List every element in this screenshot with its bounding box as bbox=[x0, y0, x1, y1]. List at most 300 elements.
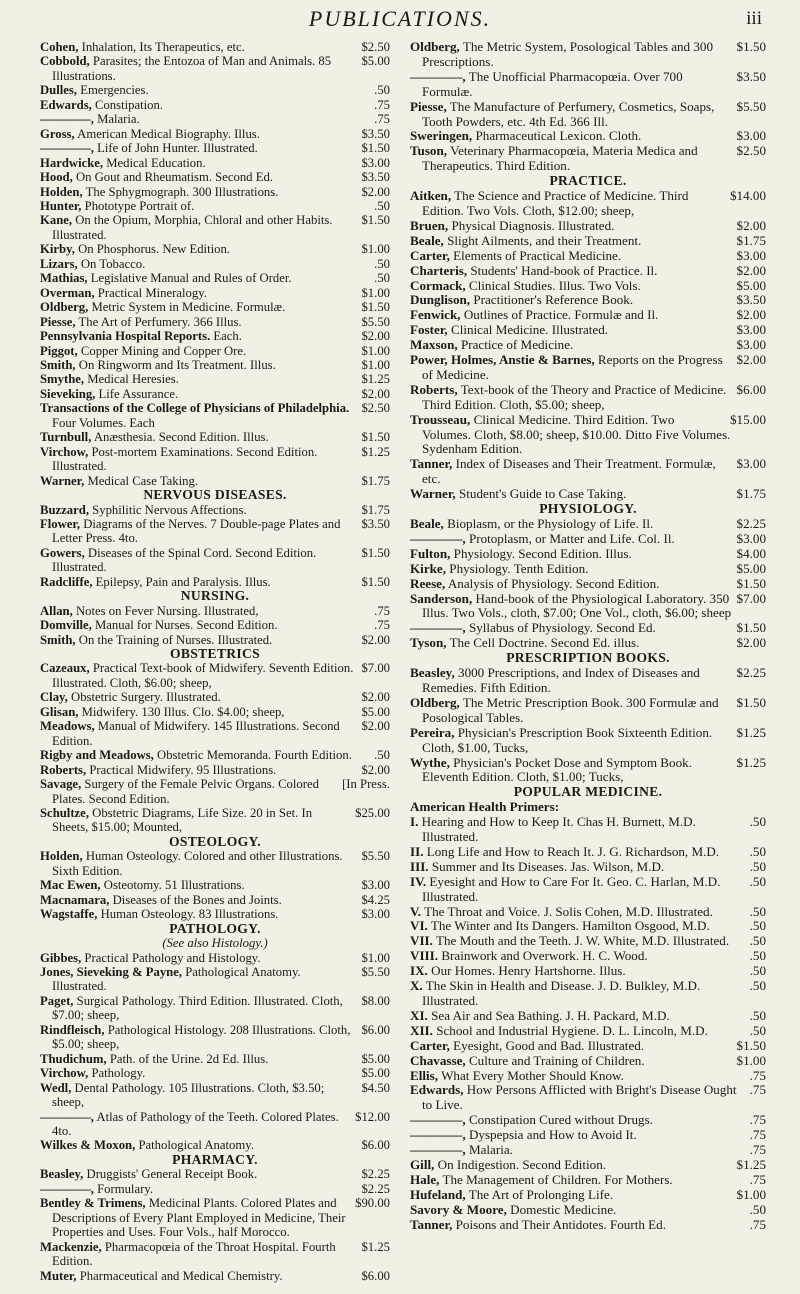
catalog-entry bbox=[40, 546, 390, 575]
entry-title: Malaria. bbox=[97, 112, 140, 127]
catalog-entry bbox=[40, 156, 390, 170]
catalog-entry bbox=[410, 577, 766, 592]
entry-author: Piesse, bbox=[40, 314, 76, 329]
catalog-entry bbox=[410, 40, 766, 70]
entry-author: Flower, bbox=[40, 516, 81, 531]
entry-title: Post-mortem Examinations. Second Edition. Illustrated. bbox=[52, 444, 318, 474]
page-number: iii bbox=[746, 8, 762, 29]
entry-author: ————, bbox=[40, 141, 94, 156]
entry-price: $5.00 bbox=[736, 277, 766, 293]
entry-price: .75 bbox=[374, 618, 390, 633]
catalog-entry bbox=[410, 219, 766, 234]
catalog-entry bbox=[410, 413, 766, 458]
entry-price: $14.00 bbox=[729, 188, 766, 204]
entry-author: Hunter, bbox=[40, 198, 82, 213]
catalog-entry bbox=[410, 934, 766, 949]
entry-author: ————, bbox=[410, 1112, 466, 1128]
entry-author: Radcliffe, bbox=[40, 574, 93, 589]
entry-title: Syphilitic Nervous Affections. bbox=[92, 502, 247, 517]
entry-title: Pathological Histology. 208 Illustrations. Cloth, $5.00; sheep, bbox=[52, 1022, 351, 1052]
entry-price: $2.00 bbox=[361, 329, 390, 344]
entry-author: Sieveking, bbox=[40, 386, 96, 401]
entry-author: IX. bbox=[410, 963, 428, 979]
left-column bbox=[40, 40, 390, 1283]
entry-title: Surgical Pathology. Third Edition. Illustrated. Cloth, $7.00; sheep, bbox=[52, 993, 343, 1023]
catalog-entry bbox=[40, 474, 390, 488]
entry-price: $6.00 bbox=[361, 1022, 390, 1037]
catalog-entry bbox=[40, 1269, 390, 1283]
entry-title: Eyesight, Good and Bad. Illustrated. bbox=[453, 1037, 645, 1053]
entry-price: .50 bbox=[749, 858, 766, 874]
catalog-entry bbox=[410, 234, 766, 249]
entry-title: Life of John Hunter. Illustrated. bbox=[97, 141, 258, 156]
entry-author: Dunglison, bbox=[410, 292, 471, 308]
entry-price: $7.00 bbox=[361, 661, 390, 676]
entry-author: Rigby and Meadows, bbox=[40, 748, 154, 763]
entry-author: Gill, bbox=[410, 1156, 435, 1172]
entry-title: On Ringworm and Its Treatment. Illus. bbox=[78, 357, 276, 372]
entry-author: Fenwick, bbox=[410, 307, 461, 323]
entry-author: X. bbox=[410, 978, 423, 994]
catalog-entry bbox=[410, 517, 766, 532]
entry-title: Hearing and How to Keep It. Chas H. Burnett, M.D. Illustrated. bbox=[421, 814, 696, 845]
entry-price: $6.00 bbox=[736, 381, 766, 397]
entry-author: ————, bbox=[410, 1127, 466, 1143]
entry-author: Tanner, bbox=[410, 1216, 453, 1232]
entry-title: The Throat and Voice. J. Solis Cohen, M.D. Illustrated. bbox=[424, 903, 713, 919]
entry-author: VII. bbox=[410, 933, 433, 949]
catalog-entry bbox=[410, 323, 766, 338]
entry-price: $1.50 bbox=[736, 1037, 766, 1053]
entry-title: Medical Heresies. bbox=[87, 372, 179, 387]
catalog-entry bbox=[410, 1143, 766, 1158]
entry-author: Roberts, bbox=[410, 381, 458, 397]
entry-author: I. bbox=[410, 814, 419, 830]
entry-price: .75 bbox=[374, 97, 390, 112]
entry-author: Turnbull, bbox=[40, 430, 92, 445]
catalog-entry bbox=[40, 907, 390, 921]
entry-author: Kirby, bbox=[40, 242, 75, 257]
catalog-entry bbox=[40, 849, 390, 878]
entry-author: Buzzard, bbox=[40, 502, 89, 517]
entry-author: Schultze, bbox=[40, 806, 89, 821]
entry-author: VI. bbox=[410, 918, 428, 934]
entry-price: .50 bbox=[749, 948, 766, 964]
catalog-entry bbox=[40, 1240, 390, 1269]
catalog-entry bbox=[410, 279, 766, 294]
entry-title: The Management of Children. For Mothers. bbox=[442, 1171, 673, 1187]
section-heading: PRESCRIPTION BOOKS. bbox=[506, 650, 670, 666]
entry-author: Mathias, bbox=[40, 271, 88, 286]
entry-author: Pennsylvania Hospital Reports. bbox=[40, 329, 211, 344]
entry-author: Trousseau, bbox=[410, 411, 471, 427]
catalog-entry bbox=[40, 777, 390, 806]
catalog-entry bbox=[410, 1024, 766, 1039]
entry-price: .50 bbox=[749, 843, 766, 859]
entry-price: $2.00 bbox=[361, 762, 390, 777]
entry-title: Practical Text-book of Midwifery. Seventh Edition. Illustrated. Cloth, $6.00; sheep, bbox=[52, 661, 354, 690]
entry-price: .50 bbox=[749, 873, 766, 889]
entry-author: ————, bbox=[40, 1109, 94, 1124]
entry-title: Reports on the Progress of Medicine. bbox=[422, 352, 723, 382]
entry-price: $5.50 bbox=[361, 849, 390, 864]
entry-price: $4.25 bbox=[361, 892, 390, 907]
entry-price: $1.75 bbox=[361, 502, 390, 517]
entry-price: $1.75 bbox=[736, 486, 766, 502]
entry-title: On Gout and Rheumatism. Second Ed. bbox=[75, 170, 273, 185]
entry-author: Ellis, bbox=[410, 1067, 439, 1083]
entry-author: Wilkes & Moxon, bbox=[40, 1138, 136, 1153]
catalog-entry bbox=[40, 170, 390, 184]
entry-price: $2.50 bbox=[736, 143, 766, 159]
entry-price: .50 bbox=[749, 918, 766, 934]
entry-price: $2.00 bbox=[736, 262, 766, 278]
entry-title: Pharmacopœia of the Throat Hospital. Fourth Edition. bbox=[52, 1239, 336, 1269]
entry-title: Each. bbox=[213, 329, 242, 344]
entry-price: $3.50 bbox=[361, 126, 390, 141]
entry-title: Medicinal Plants. Colored Plates and Descriptions of Every Plant Employed in Medicine, Their Properties and Uses. Four Vols., half Morocco. bbox=[52, 1196, 346, 1240]
entry-author: Clay, bbox=[40, 690, 68, 705]
entry-title: The Art of Perfumery. 366 Illus. bbox=[78, 314, 242, 329]
entry-title: Clinical Medicine. Third Edition. Two Volumes. Cloth, $8.00; sheep, $10.00. Ditto Five Volumes. Sydenham Edition. bbox=[422, 411, 731, 457]
catalog-entry bbox=[410, 532, 766, 547]
section-heading: PATHOLOGY. bbox=[169, 920, 261, 936]
catalog-entry bbox=[40, 315, 390, 329]
entry-title: Atlas of Pathology of the Teeth. Colored Plates. 4to. bbox=[52, 1109, 339, 1138]
catalog-entry bbox=[410, 338, 766, 353]
entry-author: Carter, bbox=[410, 247, 450, 263]
entry-title: Sea Air and Sea Bathing. J. H. Packard, M.D. bbox=[431, 1007, 670, 1023]
entry-author: Reese, bbox=[410, 575, 446, 591]
entry-title: Physiology. Second Edition. Illus. bbox=[453, 545, 632, 561]
catalog-entry bbox=[40, 806, 390, 835]
entry-author: Tuson, bbox=[410, 143, 448, 159]
section-heading: POPULAR MEDICINE. bbox=[513, 784, 663, 800]
section-heading: PRACTICE. bbox=[549, 173, 627, 189]
entry-price: $2.25 bbox=[736, 665, 766, 681]
catalog-entry bbox=[40, 719, 390, 748]
entry-price: $1.50 bbox=[736, 39, 766, 54]
entry-author: Gowers, bbox=[40, 545, 85, 560]
catalog-entry bbox=[410, 756, 766, 786]
entry-price: $1.00 bbox=[736, 1186, 766, 1202]
entry-price: $1.25 bbox=[361, 1239, 390, 1254]
entry-price: $12.00 bbox=[355, 1109, 390, 1124]
entry-author: Holden, bbox=[40, 184, 83, 199]
entry-title: Human Osteology. Colored and other Illustrations. Sixth Edition. bbox=[52, 849, 343, 878]
entry-price: $4.00 bbox=[736, 545, 766, 561]
entry-title: Dental Pathology. 105 Illustrations. Cloth, $3.50; sheep, bbox=[52, 1080, 325, 1110]
entry-price: $2.00 bbox=[361, 719, 390, 734]
catalog-entry bbox=[410, 696, 766, 726]
entry-title: Practical Pathology and Histology. bbox=[84, 950, 261, 965]
catalog-entry bbox=[410, 487, 766, 502]
entry-author: ————, bbox=[40, 1181, 94, 1196]
catalog-entry bbox=[410, 1069, 766, 1084]
catalog-entry bbox=[40, 127, 390, 141]
entry-price: $1.50 bbox=[361, 141, 390, 156]
entry-title: Bioplasm, or the Physiology of Life. Il. bbox=[447, 516, 654, 531]
entry-author: Beale, bbox=[410, 516, 444, 531]
entry-author: Warner, bbox=[410, 486, 456, 502]
entry-price: $8.00 bbox=[361, 993, 390, 1008]
entry-title: Diagrams of the Nerves. 7 Double-page Plates and Letter Press. 4to. bbox=[52, 516, 341, 546]
entry-author: Kane, bbox=[40, 213, 73, 228]
entry-title: American Medical Biography. Illus. bbox=[77, 126, 260, 141]
entry-price: .50 bbox=[749, 963, 766, 979]
catalog-entry bbox=[40, 575, 390, 589]
catalog-entry bbox=[40, 1138, 390, 1152]
entry-author: Beasley, bbox=[410, 665, 455, 681]
entry-price: .75 bbox=[749, 1082, 766, 1098]
catalog-entry bbox=[40, 618, 390, 632]
entry-price: $1.50 bbox=[736, 620, 766, 636]
catalog-entry bbox=[410, 1083, 766, 1113]
entry-author: Foster, bbox=[410, 322, 448, 338]
catalog-entry bbox=[40, 951, 390, 965]
entry-author: Cazeaux, bbox=[40, 661, 90, 676]
entry-title: Slight Ailments, and their Treatment. bbox=[447, 232, 642, 248]
entry-price: .75 bbox=[749, 1127, 766, 1143]
catalog-entry bbox=[410, 129, 766, 144]
catalog-entry bbox=[410, 264, 766, 279]
section-heading: NERVOUS DISEASES. bbox=[143, 487, 287, 503]
entry-author: XII. bbox=[410, 1022, 433, 1038]
catalog-entry bbox=[410, 1188, 766, 1203]
entry-author: Wedl, bbox=[40, 1080, 72, 1095]
entry-price: $2.50 bbox=[361, 40, 390, 54]
entry-title: Metric System in Medicine. Formulæ. bbox=[91, 300, 286, 315]
entry-author: Mac Ewen, bbox=[40, 878, 101, 893]
entry-title: Osteotomy. 51 Illustrations. bbox=[103, 878, 245, 893]
entry-title: Our Homes. Henry Hartshorne. Illus. bbox=[431, 963, 626, 979]
catalog-entry bbox=[40, 1110, 390, 1139]
entry-price: $6.00 bbox=[361, 1138, 390, 1153]
entry-title: Pharmaceutical Lexicon. Cloth. bbox=[475, 128, 642, 144]
entry-price: $1.00 bbox=[361, 343, 390, 358]
catalog-entry bbox=[40, 83, 390, 97]
entry-title: Practitioner's Reference Book. bbox=[473, 292, 634, 308]
entry-author: Pereira, bbox=[410, 724, 455, 740]
entry-title: Druggists' General Receipt Book. bbox=[86, 1167, 258, 1182]
entry-author: Sanderson, bbox=[410, 590, 473, 606]
entry-author: Cohen, bbox=[40, 40, 79, 54]
catalog-entry bbox=[410, 592, 766, 622]
entry-title: The Science and Practice of Medicine. Third Edition. Two Vols. Cloth, $12.00; sheep, bbox=[422, 188, 689, 218]
entry-price: $2.25 bbox=[361, 1167, 390, 1182]
entry-price: $1.75 bbox=[361, 473, 390, 488]
entry-author: Muter, bbox=[40, 1268, 77, 1283]
entry-price: .50 bbox=[374, 256, 390, 271]
entry-title: On the Training of Nurses. Illustrated. bbox=[78, 632, 273, 647]
entry-price: $5.50 bbox=[361, 965, 390, 979]
catalog-entry bbox=[40, 344, 390, 358]
entry-price: $3.00 bbox=[361, 907, 390, 922]
section-heading: PHYSIOLOGY. bbox=[539, 501, 637, 517]
entry-author: XI. bbox=[410, 1007, 428, 1023]
entry-author: Bentley & Trimens, bbox=[40, 1196, 146, 1211]
entry-title: Elements of Practical Medicine. bbox=[453, 247, 622, 263]
entry-title: Dyspepsia and How to Avoid It. bbox=[468, 1127, 637, 1143]
entry-author: Paget, bbox=[40, 993, 74, 1008]
catalog-entry bbox=[410, 845, 766, 860]
catalog-entry bbox=[410, 1113, 766, 1128]
entry-title: Manual for Nurses. Second Edition. bbox=[94, 618, 278, 633]
entry-title: Human Osteology. 83 Illustrations. bbox=[100, 907, 279, 922]
catalog-entry bbox=[410, 1218, 766, 1233]
entry-price: $15.00 bbox=[729, 411, 766, 427]
entry-price: $5.50 bbox=[361, 314, 390, 329]
entry-title: Constipation. bbox=[95, 97, 164, 112]
entry-price: .75 bbox=[749, 1171, 766, 1187]
entry-title: Brainwork and Overwork. H. C. Wood. bbox=[441, 948, 648, 964]
entry-price: $5.00 bbox=[361, 54, 390, 69]
entry-price: $1.50 bbox=[361, 300, 390, 315]
catalog-entry bbox=[40, 878, 390, 892]
entry-author: Allan, bbox=[40, 603, 73, 618]
catalog-entry bbox=[410, 621, 766, 636]
entry-author: ————, bbox=[40, 112, 94, 127]
catalog-entry bbox=[40, 372, 390, 386]
catalog-entry bbox=[40, 242, 390, 256]
entry-title: Physician's Pocket Dose and Symptom Book. Eleventh Edition. Cloth, $1.00; Tucks, bbox=[422, 754, 692, 785]
entry-price: $3.50 bbox=[361, 516, 390, 531]
catalog-entry bbox=[40, 1081, 390, 1110]
entry-author: Edwards, bbox=[40, 97, 92, 112]
entry-author: IV. bbox=[410, 873, 427, 889]
entry-author: Oldberg, bbox=[40, 300, 89, 315]
entry-price: $1.25 bbox=[736, 754, 766, 770]
entry-author: Cobbold, bbox=[40, 54, 90, 69]
entry-price: .50 bbox=[374, 271, 390, 286]
catalog-entry bbox=[40, 994, 390, 1023]
entry-title: Protoplasm, or Matter and Life. Col. Il. bbox=[468, 530, 675, 546]
entry-title: Diseases of the Spinal Cord. Second Edition. Illustrated. bbox=[52, 545, 317, 575]
entry-author: Hufeland, bbox=[410, 1186, 466, 1202]
entry-author: Glisan, bbox=[40, 704, 79, 719]
entry-author: Smith, bbox=[40, 357, 76, 372]
entry-author: Chavasse, bbox=[410, 1052, 466, 1068]
entry-title: How Persons Afflicted with Bright's Disease Ought to Live. bbox=[422, 1082, 737, 1113]
entry-author: Fulton, bbox=[410, 545, 451, 561]
entry-title: Practical Mineralogy. bbox=[97, 285, 207, 300]
catalog-entry bbox=[410, 800, 766, 815]
catalog-entry bbox=[410, 1158, 766, 1173]
entry-title: Formulary. bbox=[97, 1181, 154, 1196]
entry-price: $1.25 bbox=[361, 444, 390, 459]
entry-title: Parasites; the Entozoa of Man and Animals. 85 Illustrations. bbox=[52, 54, 332, 83]
entry-price: $1.50 bbox=[361, 574, 390, 589]
catalog-entry bbox=[410, 919, 766, 934]
entry-title: Notes on Fever Nursing. Illustrated, bbox=[75, 603, 259, 618]
entry-price: $2.00 bbox=[736, 635, 766, 651]
entry-author: Hale, bbox=[410, 1171, 440, 1187]
entry-price: $1.25 bbox=[361, 372, 390, 387]
entry-price: $3.00 bbox=[736, 337, 766, 353]
entry-author: Piggot, bbox=[40, 343, 78, 358]
catalog-entry bbox=[40, 213, 390, 242]
catalog-entry bbox=[40, 517, 390, 546]
entry-author: Warner, bbox=[40, 473, 85, 488]
entry-price: .50 bbox=[374, 198, 390, 213]
entry-author: Gibbes, bbox=[40, 950, 82, 965]
catalog-entry bbox=[410, 353, 766, 383]
catalog-entry bbox=[410, 1009, 766, 1024]
catalog-entry bbox=[40, 445, 390, 474]
catalog-entry bbox=[410, 1128, 766, 1143]
catalog-entry bbox=[410, 860, 766, 875]
entry-price: .75 bbox=[749, 1142, 766, 1158]
entry-price: .50 bbox=[749, 903, 766, 919]
entry-price: $6.00 bbox=[361, 1268, 390, 1283]
entry-title: Path. of the Urine. 2d Ed. Illus. bbox=[109, 1051, 269, 1066]
entry-author: II. bbox=[410, 843, 424, 859]
entry-title: On Phosphorus. New Edition. bbox=[78, 242, 230, 257]
entry-author: Lizars, bbox=[40, 256, 78, 271]
entry-author: Savory & Moore, bbox=[410, 1201, 507, 1217]
entry-price: $2.25 bbox=[361, 1181, 390, 1196]
catalog-entry bbox=[40, 503, 390, 517]
entry-author: Cormack, bbox=[410, 277, 466, 293]
entry-title: Veterinary Pharmacopœia, Materia Medica and Therapeutics. Third Edition. bbox=[422, 143, 698, 174]
entry-price: $5.00 bbox=[361, 1051, 390, 1066]
catalog-entry bbox=[40, 748, 390, 762]
entry-title: Obstetric Surgery. Illustrated. bbox=[71, 690, 221, 705]
entry-title: Life Assurance. bbox=[98, 386, 179, 401]
entry-author: American Health Primers: bbox=[410, 799, 560, 815]
entry-author: Transactions of the College of Physicians of Philadelphia. bbox=[40, 401, 350, 416]
entry-author: III. bbox=[410, 858, 429, 874]
section-heading: PHARMACY. bbox=[172, 1151, 258, 1167]
entry-price: $3.00 bbox=[361, 155, 390, 170]
catalog-entry bbox=[410, 815, 766, 845]
entry-title: Pathological Anatomy. Illustrated. bbox=[52, 965, 301, 994]
catalog-entry bbox=[410, 383, 766, 413]
entry-title: Pathology. bbox=[91, 1066, 146, 1081]
entry-price: $1.00 bbox=[736, 1052, 766, 1068]
catalog-entry bbox=[40, 661, 390, 690]
entry-author: Charteris, bbox=[410, 262, 468, 278]
catalog-entry bbox=[40, 633, 390, 647]
entry-title: Hand-book of the Physiological Laboratory. 350 Illus. Two Vols., cloth, $7.00; One Vol., cloth, $6.00; sheep bbox=[422, 590, 732, 621]
entry-author: ————, bbox=[410, 68, 466, 84]
entry-author: Virchow, bbox=[40, 444, 89, 459]
entry-title: Pathological Anatomy. bbox=[138, 1138, 254, 1153]
entry-price: $1.00 bbox=[361, 242, 390, 257]
catalog-entry bbox=[410, 1039, 766, 1054]
entry-author: Holden, bbox=[40, 849, 83, 864]
entry-author: Hood, bbox=[40, 170, 73, 185]
entry-title: Inhalation, Its Therapeutics, etc. bbox=[81, 40, 245, 54]
entry-price: $2.50 bbox=[361, 401, 390, 416]
entry-title: Index of Diseases and Their Treatment. Formulæ, etc. bbox=[422, 456, 716, 487]
entry-title: Surgery of the Female Pelvic Organs. Colored Plates. Second Edition. bbox=[52, 777, 319, 806]
entry-price: $2.00 bbox=[361, 386, 390, 401]
entry-price: .50 bbox=[749, 933, 766, 949]
entry-price: .50 bbox=[374, 83, 390, 98]
entry-author: Aitken, bbox=[410, 188, 452, 204]
catalog-entry bbox=[40, 965, 390, 994]
entry-title: Syllabus of Physiology. Second Ed. bbox=[468, 620, 656, 636]
entry-title: Domestic Medicine. bbox=[510, 1201, 617, 1217]
entry-title: The Art of Prolonging Life. bbox=[468, 1186, 614, 1202]
catalog-entry bbox=[410, 1054, 766, 1069]
entry-title: Legislative Manual and Rules of Order. bbox=[90, 271, 292, 286]
entry-title: The Winter and Its Dangers. Hamilton Osgood, M.D. bbox=[430, 918, 710, 934]
entry-title: The Mouth and the Teeth. J. W. White, M.D. Illustrated. bbox=[435, 933, 730, 949]
entry-price: $5.00 bbox=[361, 704, 390, 719]
entry-price: .75 bbox=[374, 112, 390, 127]
